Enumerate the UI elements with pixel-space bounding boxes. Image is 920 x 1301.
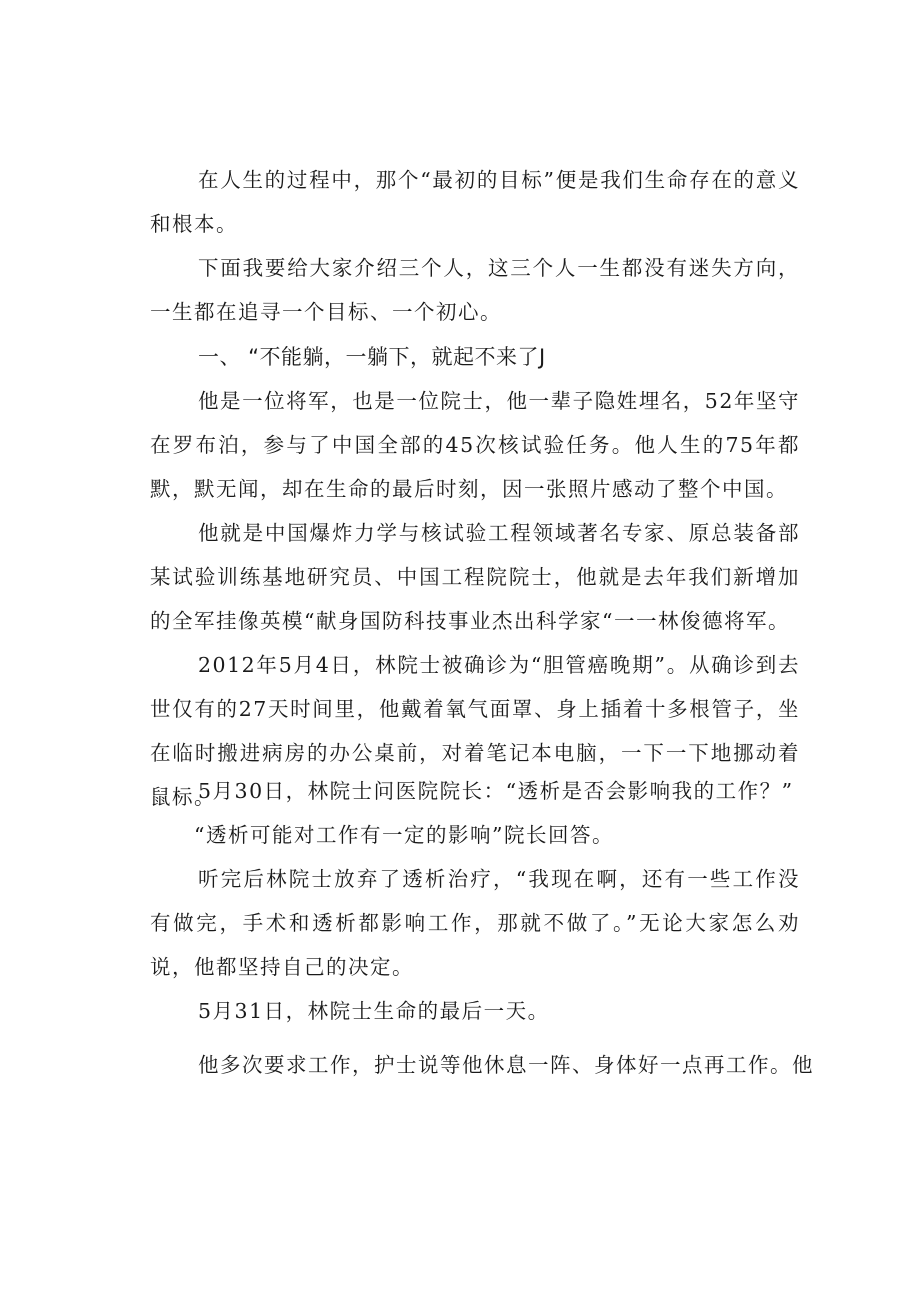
paragraph-director-reply: “透析可能对工作有一定的影响”院长回答。 (194, 823, 614, 847)
paragraph-general-bio: 他是一位将军，也是一位院士，他一辈子隐姓埋名，52年坚守在罗布泊，参与了中国全部的45次核试验任务。他人生的75年都默，默无闻，却在生命的最后时刻，因一张照片感动了整个中国。 (150, 389, 800, 501)
paragraph-refuse-dialysis: 听完后林院士放弃了透析治疗，“我现在啊，还有一些工作没有做完，手术和透析都影响工作，那就不做了。”无论大家怎么劝说，他都坚持自己的决定。 (150, 867, 800, 979)
paragraph-identity: 他就是中国爆炸力学与核试验工程领域著名专家、原总装备部某试验训练基地研究员、中国工程院院士，他就是去年我们新增加的全军挂像英模“献身国防科技事业杰出科学家“一一林俊德将军。 (150, 521, 800, 633)
paragraph-may-30: 5月30日，林院士问医院院长：“透析是否会影响我的工作？” (198, 779, 794, 803)
paragraph-diagnosis: 2012年5月4日，林院士被确诊为“胆管癌晚期”。从确诊到去世仅有的27天时间里，他戴着氧气面罩、身上插着十多根管子，坐在临时搬进病房的办公桌前，对着笔记本电脑，一下一下地挪动着鼠标。 (150, 653, 800, 809)
paragraph-introduction-three-people: 下面我要给大家介绍三个人，这三个人一生都没有迷失方向，一生都在追寻一个目标、一个初心。 (150, 256, 800, 324)
section-heading: 一、 “不能躺，一躺下，就起不来了J (198, 345, 546, 369)
paragraph-work-request: 他多次要求工作，护士说等他休息一阵、身体好一点再工作。他 (198, 1053, 814, 1077)
paragraph-intro: 在人生的过程中，那个“最初的目标”便是我们生命存在的意义和根本。 (150, 168, 800, 236)
paragraph-may-31: 5月31日，林院士生命的最后一天。 (198, 999, 550, 1023)
